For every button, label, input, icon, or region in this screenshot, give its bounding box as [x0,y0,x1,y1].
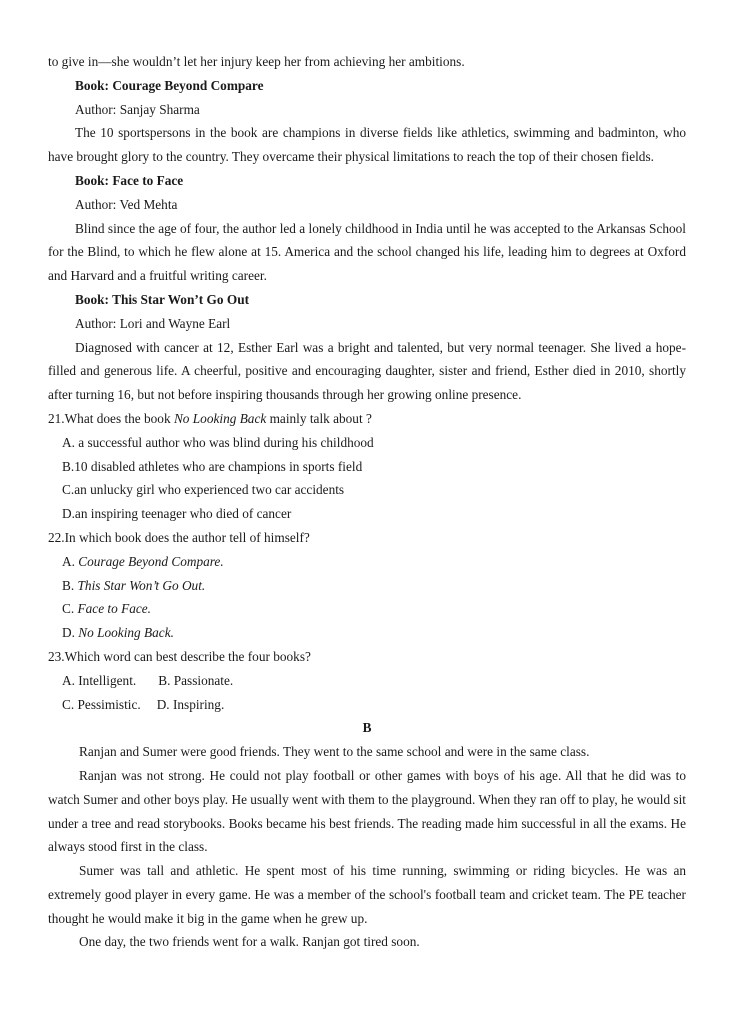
q21-option-c: C.an unlucky girl who experienced two car accidents [62,482,345,498]
q23-option-b: B. Passionate. [158,672,234,688]
section-b-paragraph-1: Ranjan and Sumer were good friends. They went to the same school and were in the same class. [79,744,590,760]
book-3-title: Book: This Star Won’t Go Out [75,291,250,307]
document-page [48,50,686,954]
question-21: 21.What does the book No Looking Back mainly talk about ? [48,410,372,426]
q22-option-b: B. This Star Won’t Go Out. [62,577,206,593]
question-23: 23.Which word can best describe the four books? [48,648,311,664]
book-title-italic: No Looking Back [173,410,267,426]
q23-option-c: C. Pessimistic. [62,696,141,712]
q21-option-d: D.an inspiring teenager who died of cancer [62,506,292,522]
question-22: 22.In which book does the author tell of himself? [48,529,310,545]
q22-option-d: D. No Looking Back. [62,625,174,641]
book-3-description: Diagnosed with cancer at 12, Esther Earl was a bright and talented, but very normal teenager. She lived a hope-filled and generous life. A cheerful, positive and encouraging daughter, sister and friend, Esther died in 2010, shortly after turning 16, but not before inspiring thousands through her growing online presence. [48,339,686,403]
q23-option-a: A. Intelligent. [62,672,137,688]
section-b-paragraph-4: One day, the two friends went for a walk. Ranjan got tired soon. [79,934,420,950]
section-b-paragraph-3: Sumer was tall and athletic. He spent most of his time running, swimming or riding bicycles. He was an extremely good player in every game. He was a member of the school's football team and cricket team. The PE teacher thought he would make it big in the game when he grew up. [48,863,686,926]
book-2-author: Author: Ved Mehta [75,196,178,212]
q23-options-row-1 [48,669,686,693]
q23-options-row-2 [48,693,686,717]
q22-option-a: A. Courage Beyond Compare. [62,553,224,569]
book-1-title: Book: Courage Beyond Compare [75,77,264,93]
book-3-author: Author: Lori and Wayne Earl [75,315,231,331]
q23-option-d: D. Inspiring. [156,696,225,712]
intro-tail: to give in—she wouldn’t let her injury keep her from achieving her ambitions. [48,54,465,69]
book-1-author: Author: Sanjay Sharma [75,101,200,117]
book-2-title: Book: Face to Face [75,172,184,188]
book-1-description: The 10 sportspersons in the book are champions in diverse fields like athletics, swimming and badminton, who have brought glory to the country. They overcame their physical limitations to reach the top of their chosen fields. [48,125,686,165]
section-b-heading: B [362,720,372,736]
section-b-paragraph-2: Ranjan was not strong. He could not play football or other games with boys of his age. All that he did was to watch Sumer and other boys play. He usually went with them to the playground. When they ran off to play, he would sit under a tree and read storybooks. Books became his best friends. The reading made him successful in all the exams. He always stood first in the class. [48,767,686,855]
book-2-description: Blind since the age of four, the author led a lonely childhood in India until he was accepted to the Arkansas School for the Blind, to which he flew alone at 15. America and the school changed his life, leading him to degrees at Oxford and Harvard and a fruitful writing career. [48,220,686,284]
q21-option-b: B.10 disabled athletes who are champions in sports field [62,458,363,474]
q21-option-a: A. a successful author who was blind during his childhood [62,434,374,450]
q22-option-c: C. Face to Face. [62,601,151,617]
